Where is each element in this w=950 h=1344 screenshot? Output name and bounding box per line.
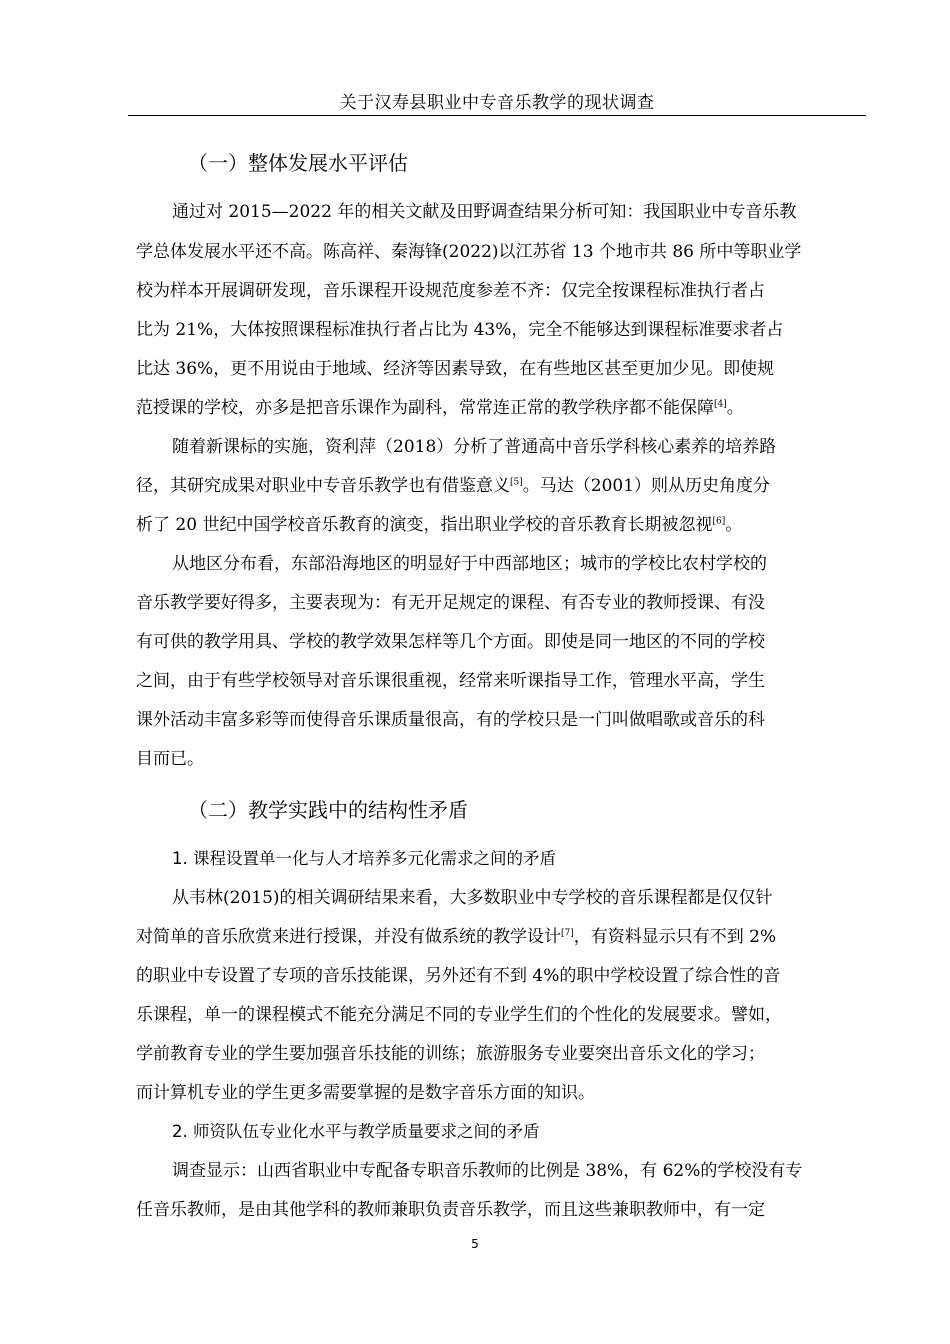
- section-heading-1: （一）整体发展水平评估: [188, 151, 408, 175]
- paragraph-line: 之间，由于有些学校领导对音乐课很重视，经常来听课指导工作，管理水平高，学生: [136, 671, 765, 691]
- line-text: 径，其研究成果对职业中专音乐教学也有借鉴意义: [136, 476, 510, 496]
- paragraph-line: 课外活动丰富多彩等而使得音乐课质量很高，有的学校只是一门叫做唱歌或音乐的科: [136, 710, 765, 730]
- page-number: 5: [471, 1237, 479, 1251]
- paragraph-line: 从地区分布看，东部沿海地区的明显好于中西部地区；城市的学校比农村学校的: [172, 554, 767, 574]
- paragraph-line: [136, 393, 744, 423]
- paragraph-line: 比为 21%，大体按照课程标准执行者占比为 43%，完全不能够达到课程标准要求者占: [136, 320, 784, 340]
- paragraph-line: 从韦林(2015)的相关调研结果来看，大多数职业中专学校的音乐课程都是仅仅针: [172, 888, 773, 908]
- paragraph-line: 有可供的教学用具、学校的教学效果怎样等几个方面。即使是同一地区的不同的学校: [136, 632, 765, 652]
- line-text: ，有资料显示只有不到 2%: [573, 927, 777, 947]
- paragraph-line: [136, 510, 742, 540]
- citation-ref: [7]: [561, 928, 574, 939]
- subsection-heading-1: 1. 课程设置单一化与人才培养多元化需求之间的矛盾: [172, 849, 556, 868]
- line-text: 析了 20 世纪中国学校音乐教育的演变，指出职业学校的音乐教育长期被忽视: [136, 515, 713, 535]
- paragraph-line: 学前教育专业的学生要加强音乐技能的训练；旅游服务专业要突出音乐文化的学习；: [136, 1044, 765, 1064]
- citation-ref: [5]: [510, 477, 523, 488]
- paragraph-line: 随着新课标的实施，资利萍（2018）分析了普通高中音乐学科核心素养的培养路: [172, 437, 777, 457]
- paragraph-line: 校为样本开展调研发现，音乐课程开设规范度参差不齐：仅完全按课程标准执行者占: [136, 281, 765, 301]
- paragraph-line: 的职业中专设置了专项的音乐技能课，另外还有不到 4%的职中学校设置了综合性的音: [136, 966, 781, 986]
- paragraph-line: 乐课程，单一的课程模式不能充分满足不同的专业学生们的个性化的发展要求。譬如，: [136, 1005, 782, 1025]
- line-text: 对简单的音乐欣赏来进行授课，并没有做系统的教学设计: [136, 927, 561, 947]
- paragraph-line: 目而已。: [136, 749, 204, 769]
- citation-ref: [6]: [712, 516, 726, 527]
- paragraph-line: 比达 36%，更不用说由于地域、经济等因素导致，在有些地区甚至更加少见。即使规: [136, 359, 775, 379]
- paragraph-line: 通过对 2015—2022 年的相关文献及田野调查结果分析可知：我国职业中专音乐教: [172, 202, 797, 222]
- citation-ref: [4]: [714, 399, 727, 410]
- line-text: 范授课的学校，亦多是把音乐课作为副科，常常连正常的教学秩序都不能保障: [136, 398, 714, 418]
- running-header: 关于汉寿县职业中专音乐教学的现状调查: [339, 93, 655, 113]
- subsection-heading-2: 2. 师资队伍专业化水平与教学质量要求之间的矛盾: [172, 1122, 540, 1141]
- paragraph-line: 音乐教学要好得多，主要表现为：有无开足规定的课程、有否专业的教师授课、有没: [136, 593, 765, 613]
- line-text: 。马达（2001）则从历史角度分: [522, 476, 771, 496]
- paragraph-line: 任音乐教师，是由其他学科的教师兼职负责音乐教学，而且这些兼职教师中，有一定: [136, 1200, 765, 1220]
- line-text: 。: [726, 398, 744, 418]
- line-text: 。: [725, 515, 743, 535]
- section-heading-2: （二）教学实践中的结构性矛盾: [188, 798, 468, 822]
- paragraph-line: 而计算机专业的学生更多需要掌握的是数字音乐方面的知识。: [136, 1083, 595, 1103]
- header-rule: [128, 115, 866, 116]
- paragraph-line: 学总体发展水平还不高。陈高祥、秦海锋(2022)以江苏省 13 个地市共 86 所中等职业学: [136, 242, 802, 262]
- paragraph-line: 调查显示：山西省职业中专配备专职音乐教师的比例是 38%，有 62%的学校没有专: [172, 1161, 803, 1181]
- paragraph-line: [136, 471, 770, 501]
- paragraph-line: [136, 922, 776, 952]
